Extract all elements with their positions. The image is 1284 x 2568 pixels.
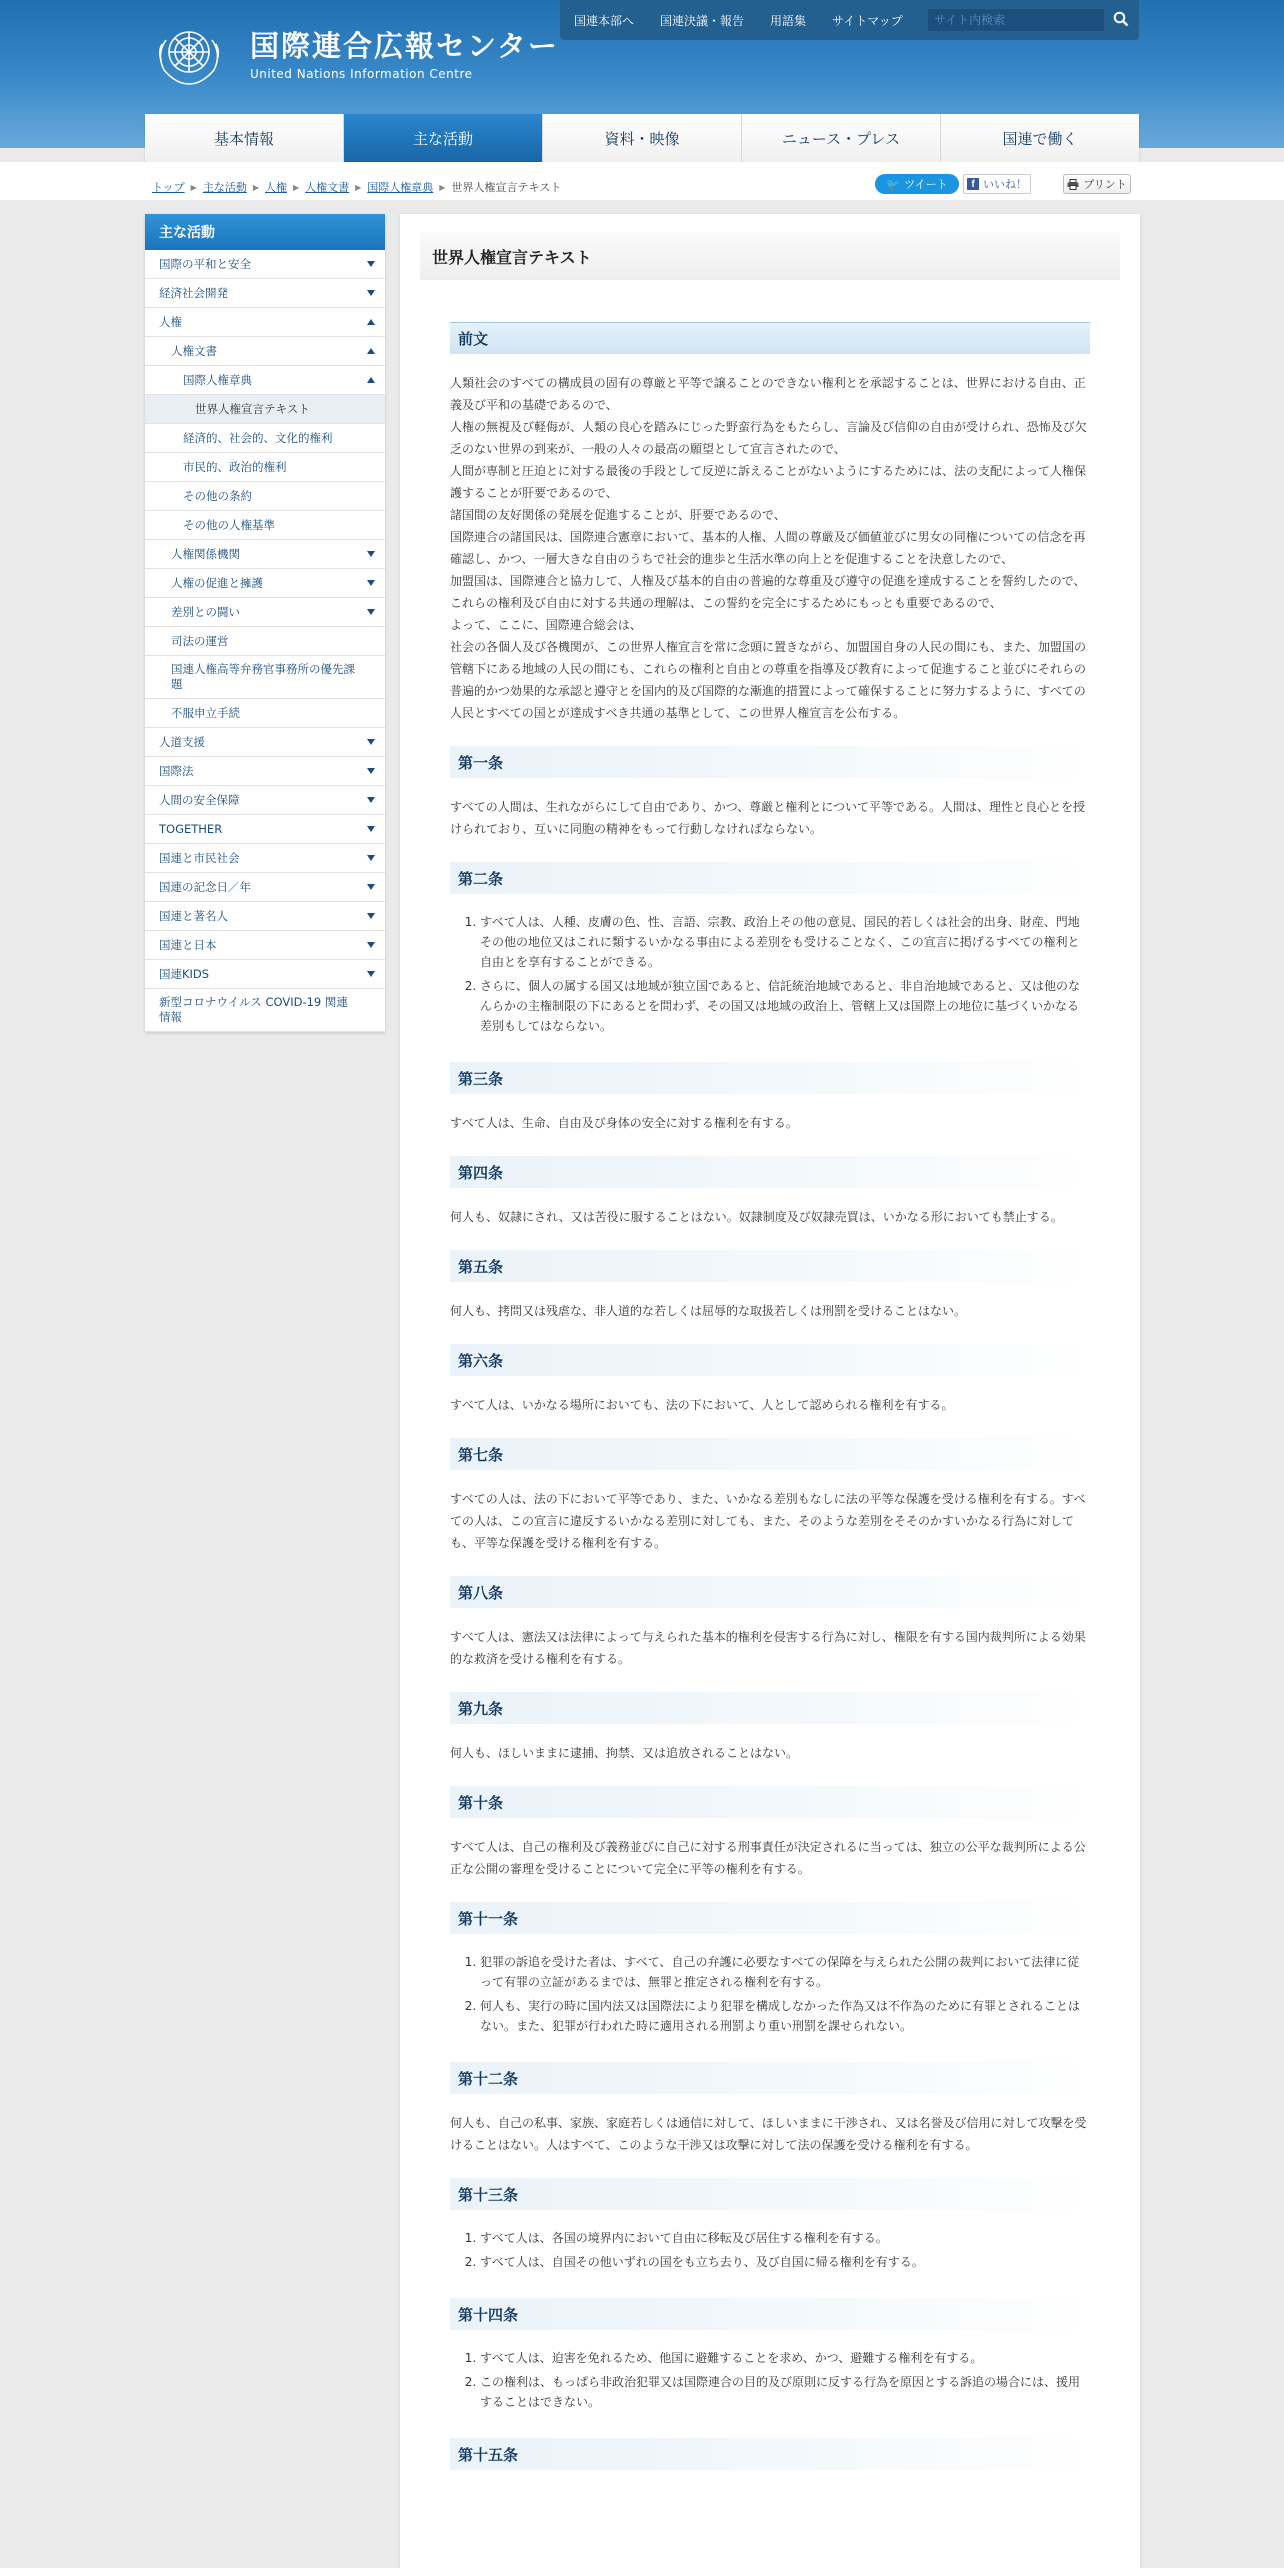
preamble-heading: 前文 <box>450 322 1090 354</box>
article-body: 何人も、奴隷にされ、又は苦役に服することはない。奴隷制度及び奴隷売買は、いかなる形においても禁止する。 <box>450 1210 1063 1224</box>
expand-arrow-icon[interactable] <box>367 609 375 615</box>
preamble-paragraph: 社会の各個人及び各機関が、この世界人権宣言を常に念頭に置きながら、加盟国自身の人民の間にも、また、加盟国の管轄下にある地域の人民の間にも、これらの権利と自由との尊重を指導及び教育によって促進すること並びにそれらの普遍的かつ効果的な承認と遵守とを国内的及び国際的な漸進的措置によって確保することに努力するように、すべての人民とすべての国とが達成すべき共通の基準として、この世界人権宣言を公布する。 <box>450 640 1087 720</box>
topnav-sitemap-link[interactable]: サイトマップ <box>832 13 903 28</box>
breadcrumb-link-hr-documents[interactable]: 人権文書 <box>305 181 350 194</box>
article-heading: 第六条 <box>450 1344 1090 1376</box>
breadcrumb-link-human-rights[interactable]: 人権 <box>264 181 287 194</box>
un-emblem-icon <box>148 22 230 90</box>
expand-arrow-icon[interactable] <box>367 551 375 557</box>
article-clause: 1. すべて人は、各国の境界内において自由に移転及び居住する権利を有する。 <box>480 2228 1090 2248</box>
sidebar-item-label: 差別との闘い <box>171 604 240 619</box>
sidebar-item-label: 国際の平和と安全 <box>159 256 251 271</box>
section-gap <box>450 2156 1090 2178</box>
expand-arrow-icon[interactable] <box>367 290 375 296</box>
expand-arrow-icon[interactable] <box>367 855 375 861</box>
sidebar-item[interactable] <box>145 366 385 395</box>
breadcrumb-link-top[interactable]: トップ <box>152 181 185 194</box>
section-gap <box>450 2276 1090 2298</box>
sidebar-item-label: 人権関係機関 <box>171 546 240 561</box>
sidebar-item[interactable] <box>145 960 385 989</box>
main-content <box>400 214 1140 2568</box>
expand-arrow-icon[interactable] <box>367 580 375 586</box>
article-heading: 第二条 <box>450 862 1090 894</box>
section-gap <box>450 2040 1090 2062</box>
tweet-button[interactable] <box>875 174 959 194</box>
sidebar-item[interactable] <box>145 656 385 699</box>
article-body: 何人も、拷問又は残虐な、非人道的な若しくは屈辱的な取扱若しくは刑罰を受けることはない。 <box>450 1304 967 1318</box>
sidebar-item-label: 国連と市民社会 <box>159 850 240 865</box>
collapse-arrow-icon[interactable] <box>367 348 375 354</box>
article-clause-list <box>450 2348 1090 2412</box>
mainnav-resources[interactable]: 資料・映像 <box>543 114 742 162</box>
print-button[interactable] <box>1063 174 1131 194</box>
article-clause: 2. すべて人は、自国その他いずれの国をも立ち去り、及び自国に帰る権利を有する。 <box>480 2252 1090 2272</box>
like-label: いいね！ <box>983 179 1027 191</box>
sidebar-item[interactable] <box>145 482 385 511</box>
expand-arrow-icon[interactable] <box>367 797 375 803</box>
collapse-arrow-icon[interactable] <box>367 319 375 325</box>
article-body: すべて人は、いかなる場所においても、法の下において、人として認められる権利を有する。 <box>450 1398 954 1412</box>
sidebar-item[interactable] <box>145 250 385 279</box>
breadcrumb-separator-icon: ▶ <box>190 182 197 192</box>
topnav-glossary-link[interactable]: 用語集 <box>770 13 807 28</box>
tweet-label: ツイート <box>904 179 948 191</box>
section-gap <box>450 2416 1090 2438</box>
sidebar-item-label: 新型コロナウイルス COVID-19 関連情報 <box>159 995 348 1024</box>
sidebar-item-label: 経済的、社会的、文化的権利 <box>183 430 333 445</box>
sidebar-item-label: その他の人権基準 <box>183 517 275 532</box>
sidebar-item-label: 国連と日本 <box>159 937 217 952</box>
sidebar-item-label: その他の条約 <box>183 488 252 503</box>
article-clause-list <box>450 1952 1090 2036</box>
article-body: すべて人は、生命、自由及び身体の安全に対する権利を有する。 <box>450 1116 798 1130</box>
sidebar-item[interactable] <box>145 453 385 482</box>
mainnav-news-press[interactable]: ニュース・プレス <box>742 114 941 162</box>
sidebar-item-label: 人間の安全保障 <box>159 792 240 807</box>
article-heading: 第十五条 <box>450 2438 1090 2470</box>
sidebar-item[interactable] <box>145 308 385 337</box>
article-clause: 1. すべて人は、迫害を免れるため、他国に避難することを求め、かつ、避難する権利を有する。 <box>480 2348 1090 2368</box>
search-icon <box>1113 11 1129 27</box>
article-heading: 第八条 <box>450 1576 1090 1608</box>
sidebar-item[interactable] <box>145 395 385 424</box>
expand-arrow-icon[interactable] <box>367 739 375 745</box>
article-heading: 第五条 <box>450 1250 1090 1282</box>
mainnav-main-activities[interactable]: 主な活動 <box>344 114 543 162</box>
section-gap <box>450 724 1090 746</box>
article-body: 何人も、自己の私事、家族、家庭若しくは通信に対して、ほしいままに干渉され、又は名誉及び信用に対して攻撃を受けることはない。人はすべて、このような干渉又は攻撃に対して法の保護を受ける権利を有する。 <box>450 2116 1087 2152</box>
article-clause-list <box>450 912 1090 1036</box>
sidebar-item-label: 不服申立手続 <box>171 705 240 720</box>
section-gap <box>450 1670 1090 1692</box>
article-heading: 第十三条 <box>450 2178 1090 2210</box>
preamble-paragraph: 人権の無視及び軽侮が、人類の良心を踏みにじった野蛮行為をもたらし、言論及び信仰の自由が受けられ、恐怖及び欠乏のない世界の到来が、一般の人々の最高の願望として宣言されたので、 <box>450 420 1087 456</box>
sidebar-item[interactable] <box>145 757 385 786</box>
sidebar-item-label: 国連KIDS <box>159 966 210 981</box>
topnav-resolutions-link[interactable]: 国連決議・報告 <box>660 13 745 28</box>
logo-title-ja: 国際連合広報センター <box>250 29 559 63</box>
site-logo[interactable] <box>148 22 559 90</box>
sidebar-title: 主な活動 <box>145 214 385 250</box>
article-heading: 第十条 <box>450 1786 1090 1818</box>
expand-arrow-icon[interactable] <box>367 913 375 919</box>
article-heading: 第十二条 <box>450 2062 1090 2094</box>
mainnav-work-at-un[interactable]: 国連で働く <box>941 114 1139 162</box>
search-button[interactable] <box>1108 8 1134 32</box>
article-heading: 第四条 <box>450 1156 1090 1188</box>
article-clause-list <box>450 2228 1090 2272</box>
sidebar-item-label: 人権文書 <box>171 343 217 358</box>
logo-title-en: United Nations Information Centre <box>250 67 473 81</box>
article-clause: 1. すべて人は、人種、皮膚の色、性、言語、宗教、政治上その他の意見、国民的若しくは社会的出身、財産、門地その他の地位又はこれに類するいかなる事由による差別をも受けることなく、この宣言に掲げるすべての権利と自由とを享有することができる。 <box>480 912 1090 972</box>
expand-arrow-icon[interactable] <box>367 971 375 977</box>
print-label: プリント <box>1083 179 1127 191</box>
preamble-paragraph: 国際連合の諸国民は、国際連合憲章において、基本的人権、人間の尊厳及び価値並びに男女の同権についての信念を再確認し、かつ、一層大きな自由のうちで社会的進歩と生活水準の向上とを促進することを決意したので、 <box>450 530 1086 566</box>
article-heading: 第七条 <box>450 1438 1090 1470</box>
breadcrumb-separator-icon: ▶ <box>252 182 259 192</box>
sidebar-item-label: 経済社会開発 <box>159 285 228 300</box>
facebook-icon: f <box>967 178 979 190</box>
sidebar-item[interactable] <box>145 931 385 960</box>
breadcrumb-bar <box>0 162 1284 200</box>
article-heading: 第十四条 <box>450 2298 1090 2330</box>
sidebar-item[interactable] <box>145 569 385 598</box>
page-title: 世界人権宣言テキスト <box>420 232 1120 280</box>
sidebar-item[interactable] <box>145 989 385 1032</box>
preamble-paragraph: 人類社会のすべての構成員の固有の尊厳と平等で譲ることのできない権利とを承認することは、世界における自由、正義及び平和の基礎であるので、 <box>450 376 1086 412</box>
preamble-body <box>450 372 1090 724</box>
mainnav-basic-info[interactable]: 基本情報 <box>145 114 344 162</box>
sidebar-item-label: 国際人権章典 <box>183 372 252 387</box>
article-clause: 2. この権利は、もっぱら非政治犯罪又は国際連合の目的及び原則に反する行為を原因とする訴追の場合には、援用することはできない。 <box>480 2372 1090 2412</box>
breadcrumb-separator-icon: ▶ <box>439 182 446 192</box>
expand-arrow-icon[interactable] <box>367 942 375 948</box>
sidebar-item-label: 国連人権高等弁務官事務所の優先課題 <box>171 662 355 691</box>
sidebar-item[interactable] <box>145 279 385 308</box>
article-body: すべて人は、憲法又は法律によって与えられた基本的権利を侵害する行為に対し、権限を有する国内裁判所による効果的な救済を受ける権利を有する。 <box>450 1630 1086 1666</box>
expand-arrow-icon[interactable] <box>367 768 375 774</box>
sidebar-item-label: 国連と著名人 <box>159 908 228 923</box>
expand-arrow-icon[interactable] <box>367 884 375 890</box>
section-gap <box>450 1416 1090 1438</box>
article-body: 何人も、ほしいままに逮捕、拘禁、又は追放されることはない。 <box>450 1746 799 1760</box>
article-body: すべての人間は、生れながらにして自由であり、かつ、尊厳と権利とについて平等である。人間は、理性と良心とを授けられており、互いに同胞の精神をもって行動しなければならない。 <box>450 800 1086 836</box>
section-gap <box>450 1554 1090 1576</box>
section-gap <box>450 1880 1090 1902</box>
sidebar-item[interactable] <box>145 844 385 873</box>
facebook-like-button[interactable] <box>963 174 1031 194</box>
sidebar-item[interactable] <box>145 815 385 844</box>
article-clause: 1. 犯罪の訴追を受けた者は、すべて、自己の弁護に必要なすべての保障を与えられた公開の裁判において法律に従って有罪の立証があるまでは、無罪と推定される権利を有する。 <box>480 1952 1090 1992</box>
declaration-text <box>450 322 1090 2470</box>
sidebar-item[interactable] <box>145 873 385 902</box>
section-gap <box>450 1322 1090 1344</box>
article-heading: 第三条 <box>450 1062 1090 1094</box>
sidebar-item[interactable] <box>145 786 385 815</box>
breadcrumb-current: 世界人権宣言テキスト <box>451 181 562 194</box>
preamble-paragraph: これらの権利及び自由に対する共通の理解は、この誓約を完全にするためにもっとも重要であるので、 <box>450 596 1002 610</box>
sidebar-item[interactable] <box>145 728 385 757</box>
sidebar <box>145 214 385 1032</box>
sidebar-item-label: TOGETHER <box>159 821 223 836</box>
article-heading: 第一条 <box>450 746 1090 778</box>
article-heading: 第十一条 <box>450 1902 1090 1934</box>
sidebar-item-label: 世界人権宣言テキスト <box>195 401 310 416</box>
preamble-paragraph: 諸国間の友好関係の発展を促進することが、肝要であるので、 <box>450 508 786 522</box>
article-body: すべて人は、自己の権利及び義務並びに自己に対する刑事責任が決定されるに当っては、独立の公平な裁判所による公正な公開の審理を受けることについて完全に平等の権利を有する。 <box>450 1840 1086 1876</box>
twitter-bird-icon: 🐦 <box>886 178 901 191</box>
sidebar-item-label: 人道支援 <box>159 734 205 749</box>
sidebar-item[interactable] <box>145 511 385 540</box>
article-clause: 2. 何人も、実行の時に国内法又は国際法により犯罪を構成しなかった作為又は不作為のために有罪とされることはない。また、犯罪が行われた時に適用される刑罰より重い刑罰を課せられない。 <box>480 1996 1090 2036</box>
section-gap <box>450 1764 1090 1786</box>
breadcrumb <box>152 179 561 195</box>
breadcrumb-separator-icon: ▶ <box>355 182 362 192</box>
sidebar-item[interactable] <box>145 627 385 656</box>
sidebar-menu <box>145 250 385 1032</box>
breadcrumb-link-bill-of-rights[interactable]: 国際人権章典 <box>367 181 434 194</box>
sidebar-item-label: 国際法 <box>159 763 194 778</box>
sidebar-item[interactable] <box>145 902 385 931</box>
sidebar-item[interactable] <box>145 424 385 453</box>
section-gap <box>450 1228 1090 1250</box>
section-gap <box>450 840 1090 862</box>
sidebar-item[interactable] <box>145 337 385 366</box>
section-gap <box>450 1134 1090 1156</box>
sidebar-item-label: 人権の促進と擁護 <box>171 575 263 590</box>
articles <box>450 724 1090 2470</box>
collapse-arrow-icon[interactable] <box>367 377 375 383</box>
sidebar-item-label: 人権 <box>159 314 182 329</box>
site-search-input[interactable] <box>927 8 1105 32</box>
expand-arrow-icon[interactable] <box>367 826 375 832</box>
section-gap <box>450 1040 1090 1062</box>
sidebar-item[interactable] <box>145 699 385 728</box>
preamble-paragraph: よって、ここに、国際連合総会は、 <box>450 618 642 632</box>
article-heading: 第九条 <box>450 1692 1090 1724</box>
expand-arrow-icon[interactable] <box>367 261 375 267</box>
printer-icon <box>1067 179 1079 190</box>
preamble-paragraph: 加盟国は、国際連合と協力して、人権及び基本的自由の普遍的な尊重及び遵守の促進を達成することを誓約したので、 <box>450 574 1086 588</box>
topnav-un-hq-link[interactable]: 国連本部へ <box>574 13 635 28</box>
article-body: すべての人は、法の下において平等であり、また、いかなる差別もなしに法の平等な保護を受ける権利を有する。すべての人は、この宣言に違反するいかなる差別に対しても、また、そのような差別をそそのかすいかなる行為に対しても、平等な保護を受ける権利を有する。 <box>450 1492 1086 1550</box>
breadcrumb-link-activities[interactable]: 主な活動 <box>202 181 247 194</box>
breadcrumb-separator-icon: ▶ <box>292 182 300 192</box>
sidebar-item[interactable] <box>145 540 385 569</box>
preamble-paragraph: 人間が専制と圧迫とに対する最後の手段として反逆に訴えることがないようにするためには、法の支配によって人権保護することが肝要であるので、 <box>450 464 1087 500</box>
sidebar-item[interactable] <box>145 598 385 627</box>
sidebar-item-label: 市民的、政治的権利 <box>183 459 287 474</box>
sidebar-item-label: 国連の記念日／年 <box>159 879 251 894</box>
article-clause: 2. さらに、個人の属する国又は地域が独立国であると、信託統治地域であると、非自治地域であると、又は他のなんらかの主権制限の下にあるとを問わず、その国又は地域の政治上、管轄上又は国際上の地位に基づくいかなる差別もしてはならない。 <box>480 976 1090 1036</box>
sidebar-item-label: 司法の運営 <box>171 633 229 648</box>
main-nav <box>145 114 1139 162</box>
